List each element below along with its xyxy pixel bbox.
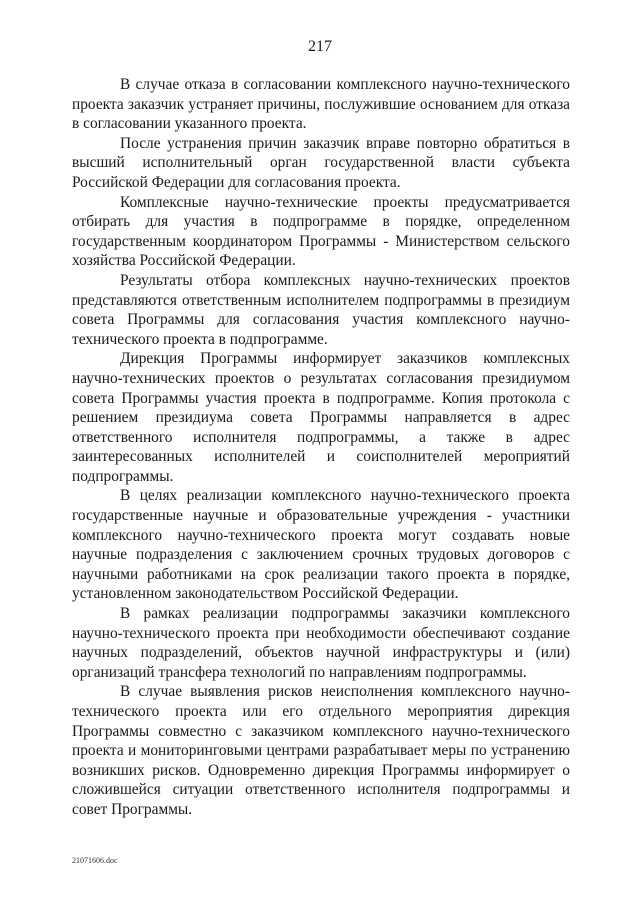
- text-line: совет Программы.: [72, 800, 193, 818]
- text-line: сложившейся ситуации ответственного исполнителя подпрограммы и: [72, 781, 570, 799]
- text-line: ответственного исполнителя подпрограммы, а также в адрес: [72, 428, 570, 446]
- paragraph: [72, 134, 570, 193]
- document-body: [72, 75, 570, 820]
- text-line: совета Программы участия проекта в подпрограмме. Копия протокола с: [72, 389, 570, 407]
- text-line: организаций трансфера технологий по направлениям подпрограммы.: [72, 663, 527, 681]
- paragraph: [72, 682, 570, 819]
- text-line: Программы совместно с заказчиком комплексного научно-технического: [72, 722, 570, 740]
- paragraph: [72, 75, 570, 134]
- text-line: научных подразделений, объектов научной инфраструктуры и (или): [72, 644, 570, 662]
- text-line: В случае выявления рисков неисполнения комплексного научно-: [120, 683, 570, 701]
- paragraph: [72, 193, 570, 271]
- footer-document-id: 21071606.doc: [72, 856, 118, 865]
- text-line: проекта заказчик устраняет причины, послужившие основанием для отказа: [72, 95, 570, 113]
- text-line: Российской Федерации для согласования проекта.: [72, 173, 401, 191]
- text-line: подпрограммы.: [72, 467, 174, 485]
- text-line: комплексного научно-технического проекта могут создавать новые: [72, 526, 570, 544]
- text-line: Комплексные научно-технические проекты предусматривается: [120, 193, 570, 211]
- text-line: заинтересованных исполнителей и соисполнителей мероприятий: [72, 448, 570, 466]
- text-line: научными работниками на срок реализации такого проекта в порядке,: [72, 565, 570, 583]
- text-line: установленном законодательством Российской Федерации.: [72, 585, 459, 603]
- text-line: технического проекта или его отдельного мероприятия дирекция: [72, 703, 570, 720]
- text-line: государственные научные и образовательные учреждения - участники: [72, 507, 570, 525]
- text-line: возникших рисков. Одновременно дирекция Программы информирует о: [72, 761, 570, 779]
- page-number: 217: [308, 38, 332, 55]
- text-line: технического проекта в подпрограмме.: [72, 330, 328, 348]
- text-line: совета Программы для согласования участия комплексного научно-: [72, 311, 570, 329]
- text-line: научно-технических проектов о результатах согласования президиумом: [72, 369, 570, 387]
- paragraph: [72, 349, 570, 486]
- text-line: научно-технического проекта при необходимости обеспечивают создание: [72, 624, 570, 642]
- text-line: государственным координатором Программы - Министерством сельского: [72, 232, 570, 250]
- text-line: проекта и мониторинговыми центрами разрабатывает меры по устранению: [72, 742, 570, 760]
- text-line: в согласовании указанного проекта.: [72, 115, 307, 133]
- text-line: В целях реализации комплексного научно-технического проекта: [120, 487, 570, 505]
- text-line: В случае отказа в согласовании комплексного научно-технического: [120, 76, 570, 93]
- text-line: Дирекция Программы информирует заказчиков комплексных: [120, 350, 570, 368]
- text-line: научные подразделения с заключением срочных трудовых договоров с: [72, 546, 570, 564]
- text-line: высший исполнительный орган государственной власти субъекта: [72, 154, 570, 172]
- text-line: Результаты отбора комплексных научно-технических проектов: [120, 271, 570, 289]
- text-line: После устранения причин заказчик вправе повторно обратиться в: [120, 134, 570, 152]
- text-line: решением президиума совета Программы направляется в адрес: [72, 409, 570, 427]
- paragraph: [72, 271, 570, 349]
- text-line: В рамках реализации подпрограммы заказчики комплексного: [120, 605, 570, 623]
- paragraph: [72, 604, 570, 682]
- paragraph: [72, 486, 570, 604]
- text-line: хозяйства Российской Федерации.: [72, 252, 296, 270]
- text-line: отбирать для участия в подпрограмме в порядке, определенном: [72, 213, 570, 231]
- text-line: представляются ответственным исполнителем подпрограммы в президиум: [72, 291, 570, 309]
